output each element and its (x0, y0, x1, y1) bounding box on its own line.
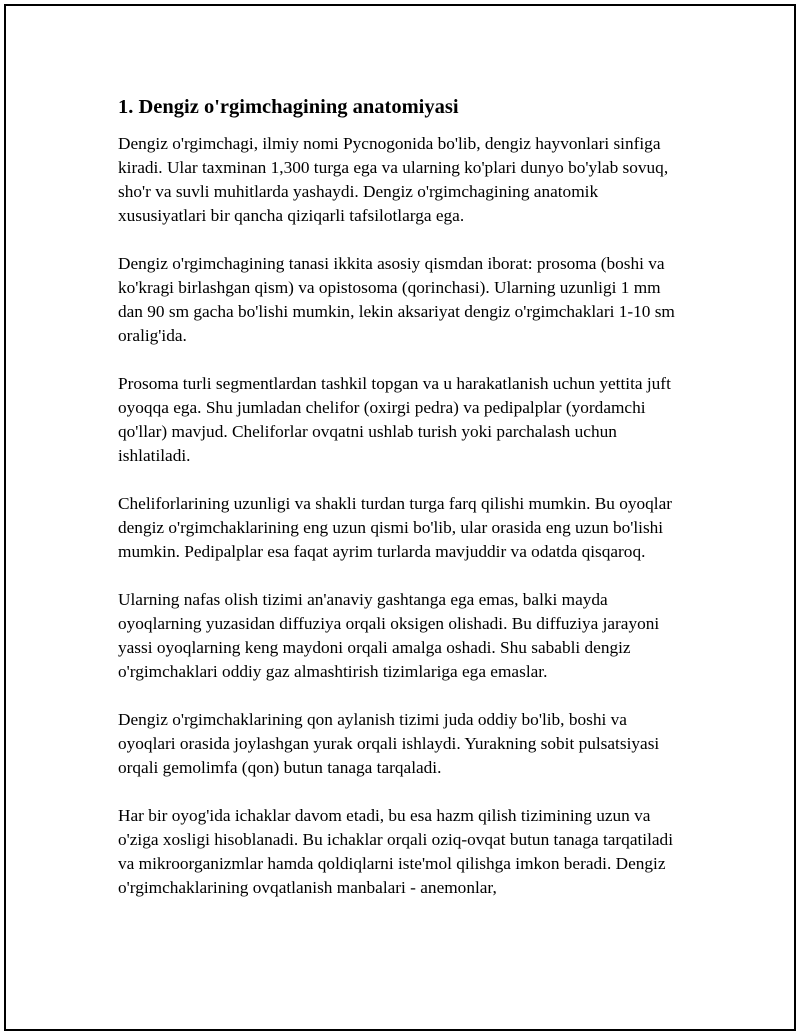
paragraph-3: Prosoma turli segmentlardan tashkil topgan va u harakatlanish uchun yettita juft oyoqqa ega. Shu jumladan chelifor (oxirgi pedra) va pedipalplar (yordamchi qo'llar) mavjud. Cheliforlar ovqatni ushlab turish yoki parchalash uchun ishlatiladi. (118, 374, 671, 465)
paragraph-1: Dengiz o'rgimchagi, ilmiy nomi Pycnogonida bo'lib, dengiz hayvonlari sinfiga kiradi. Ular taxminan 1,300 turga ega va ularning ko'plari dunyo bo'ylab sovuq, sho'r va suvli muhitlarda yashaydi. Dengiz o'rgimchagining anatomik xususiyatlari bir qancha qiziqarli tafsilotlarga ega. (118, 134, 669, 225)
section-heading: 1. Dengiz o'rgimchagining anatomiyasi (118, 96, 459, 118)
paragraph-5: Ularning nafas olish tizimi an'anaviy gashtanga ega emas, balki mayda oyoqlarning yuzasidan diffuziya orqali oksigen olishadi. Bu diffuziya jarayoni yassi oyoqlarning keng maydoni orqali amalga oshadi. Shu sababli dengiz o'rgimchaklari oddiy gaz almashtirish tizimlariga ega emaslar. (118, 590, 660, 681)
paragraph-7: Har bir oyog'ida ichaklar davom etadi, bu esa hazm qilish tizimining uzun va o'ziga xosligi hisoblanadi. Bu ichaklar orqali oziq-ovqat butun tanaga tarqatiladi va mikroorganizmlar hamda qoldiqlarni iste'mol qilishga imkon beradi. Dengiz o'rgimchaklarining ovqatlanish manbalari - anemonlar, (118, 806, 673, 897)
document-body (118, 94, 688, 924)
paragraph-4: Cheliforlarining uzunligi va shakli turdan turga farq qilishi mumkin. Bu oyoqlar dengiz o'rgimchaklarining eng uzun qismi bo'lib, ular orasida eng uzun bo'lishi mumkin. Pedipalplar esa faqat ayrim turlarda mavjuddir va odatda qisqaroq. (118, 494, 673, 561)
paragraph-2: Dengiz o'rgimchagining tanasi ikkita asosiy qismdan iborat: prosoma (boshi va ko'kragi birlashgan qism) va opistosoma (qorinchasi). Ularning uzunligi 1 mm dan 90 sm gacha bo'lishi mumkin, lekin aksariyat dengiz o'rgimchaklari 1-10 sm oralig'ida. (118, 254, 675, 345)
paragraph-6: Dengiz o'rgimchaklarining qon aylanish tizimi juda oddiy bo'lib, boshi va oyoqlari orasida joylashgan yurak orqali ishlaydi. Yurakning sobit pulsatsiyasi orqali gemolimfa (qon) butun tanaga tarqaladi. (118, 710, 660, 777)
